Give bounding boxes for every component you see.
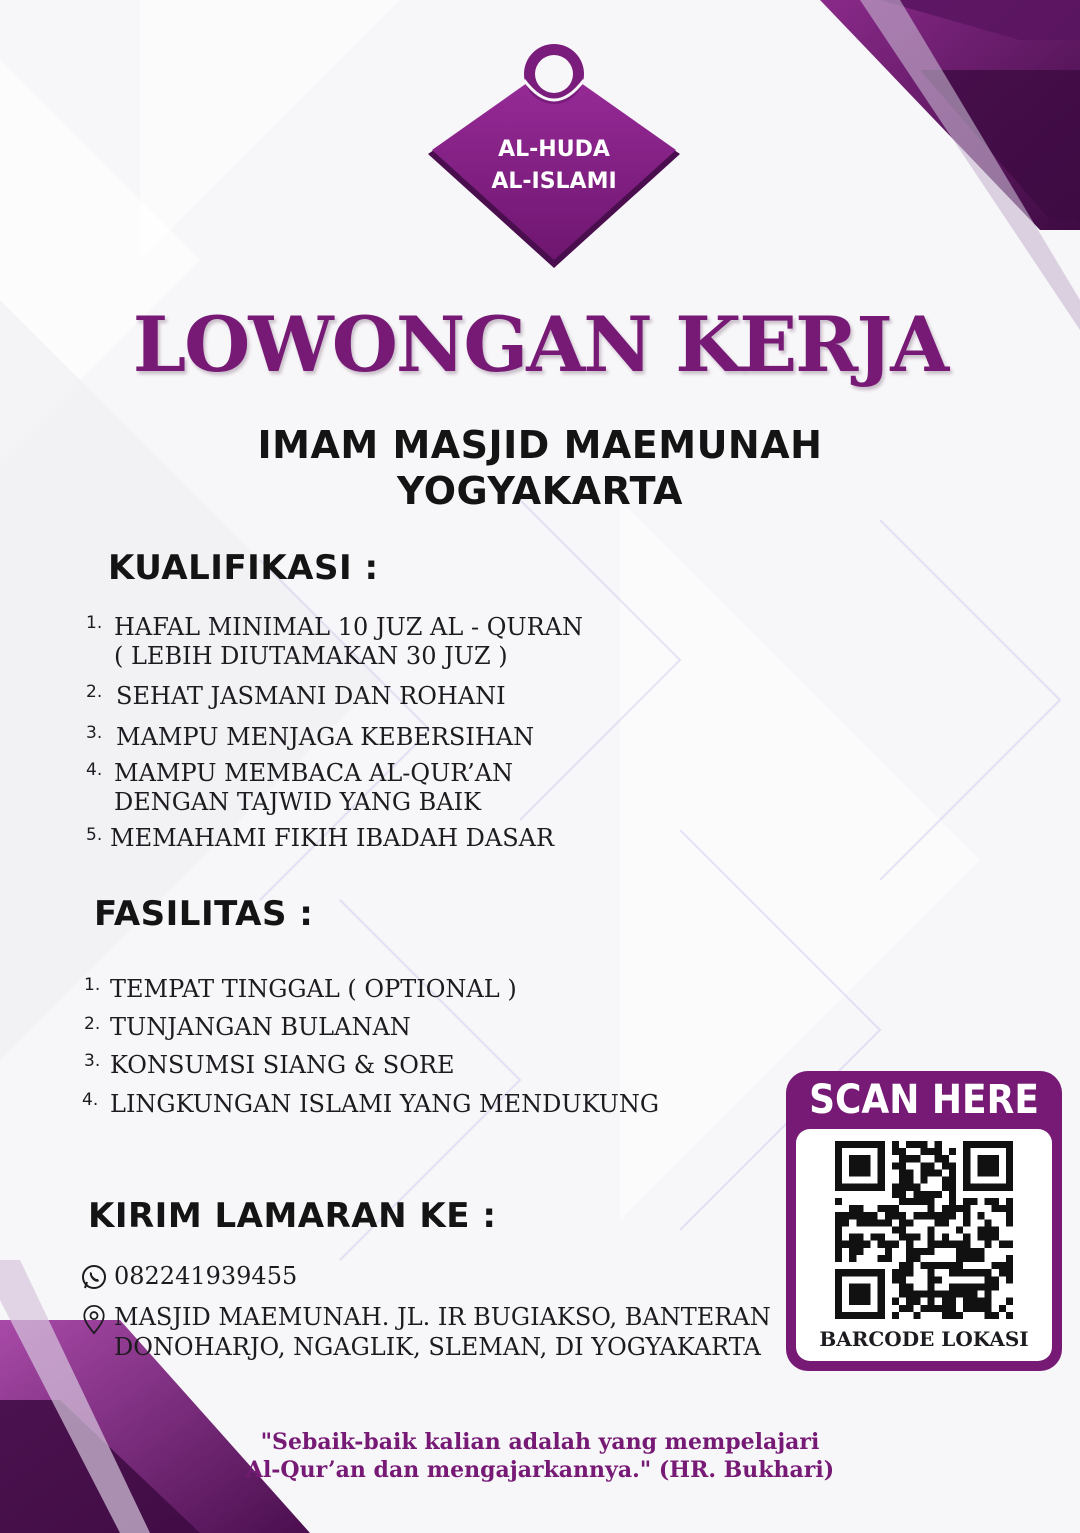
location-pin-icon [80, 1305, 108, 1335]
facility-number: 4. [82, 1090, 99, 1110]
job-subtitle [0, 422, 1080, 514]
quote-line-2: Al-Qur’an dan mengajarkannya." (HR. Bukhari) [245, 1457, 835, 1483]
whatsapp-icon [80, 1262, 108, 1292]
qr-card-title: SCAN HERE [809, 1077, 1039, 1123]
qualification-item: MAMPU MEMBACA AL-QUR’AN [114, 759, 514, 787]
qualification-number: 5. [86, 825, 103, 845]
page-title: LOWONGAN KERJA [132, 300, 948, 389]
organization-logo [428, 30, 680, 270]
qualification-item: HAFAL MINIMAL 10 JUZ AL - QURAN [114, 613, 583, 641]
logo-line-2: AL-ISLAMI [491, 169, 617, 194]
qualification-number: 3. [86, 723, 103, 743]
qualification-number: 4. [86, 760, 103, 780]
facility-number: 1. [84, 975, 101, 995]
qr-card [786, 1071, 1062, 1371]
facility-number: 2. [84, 1014, 101, 1034]
logo-line-1: AL-HUDA [498, 137, 610, 162]
address-line-2: DONOHARJO, NGAGLIK, SLEMAN, DI YOGYAKARTA [114, 1333, 761, 1361]
job-subtitle-line-1: IMAM MASJID MAEMUNAH [257, 423, 823, 467]
facility-item: TUNJANGAN BULANAN [110, 1013, 411, 1041]
logo-text [428, 134, 680, 198]
facility-number: 3. [84, 1051, 101, 1071]
qr-card-label: BARCODE LOKASI [819, 1327, 1029, 1351]
apply-title: KIRIM LAMARAN KE : [88, 1196, 497, 1236]
address-line-1: MASJID MAEMUNAH. JL. IR BUGIAKSO, BANTERAN [114, 1303, 771, 1331]
qualification-item-continued: DENGAN TAJWID YANG BAIK [114, 788, 482, 816]
facility-item: KONSUMSI SIANG & SORE [110, 1051, 455, 1079]
qualification-item: MEMAHAMI FIKIH IBADAH DASAR [110, 824, 555, 852]
qr-code[interactable] [824, 1141, 1024, 1319]
qualification-number: 1. [86, 613, 103, 633]
qualifications-title: KUALIFIKASI : [108, 548, 379, 588]
qualification-item-note: ( LEBIH DIUTAMAKAN 30 JUZ ) [114, 642, 508, 670]
phone-number[interactable]: 082241939455 [114, 1262, 298, 1290]
hadith-quote [0, 1428, 1080, 1484]
quote-line-1: "Sebaik-baik kalian adalah yang mempelajari [260, 1429, 820, 1455]
facility-item: TEMPAT TINGGAL ( OPTIONAL ) [110, 975, 517, 1003]
qualification-number: 2. [86, 682, 103, 702]
job-subtitle-line-2: YOGYAKARTA [397, 469, 683, 513]
facilities-title: FASILITAS : [94, 894, 314, 934]
facility-item: LINGKUNGAN ISLAMI YANG MENDUKUNG [110, 1090, 660, 1118]
qualification-item: SEHAT JASMANI DAN ROHANI [116, 682, 506, 710]
qualification-item: MAMPU MENJAGA KEBERSIHAN [116, 723, 535, 751]
qr-card-body [796, 1129, 1052, 1361]
